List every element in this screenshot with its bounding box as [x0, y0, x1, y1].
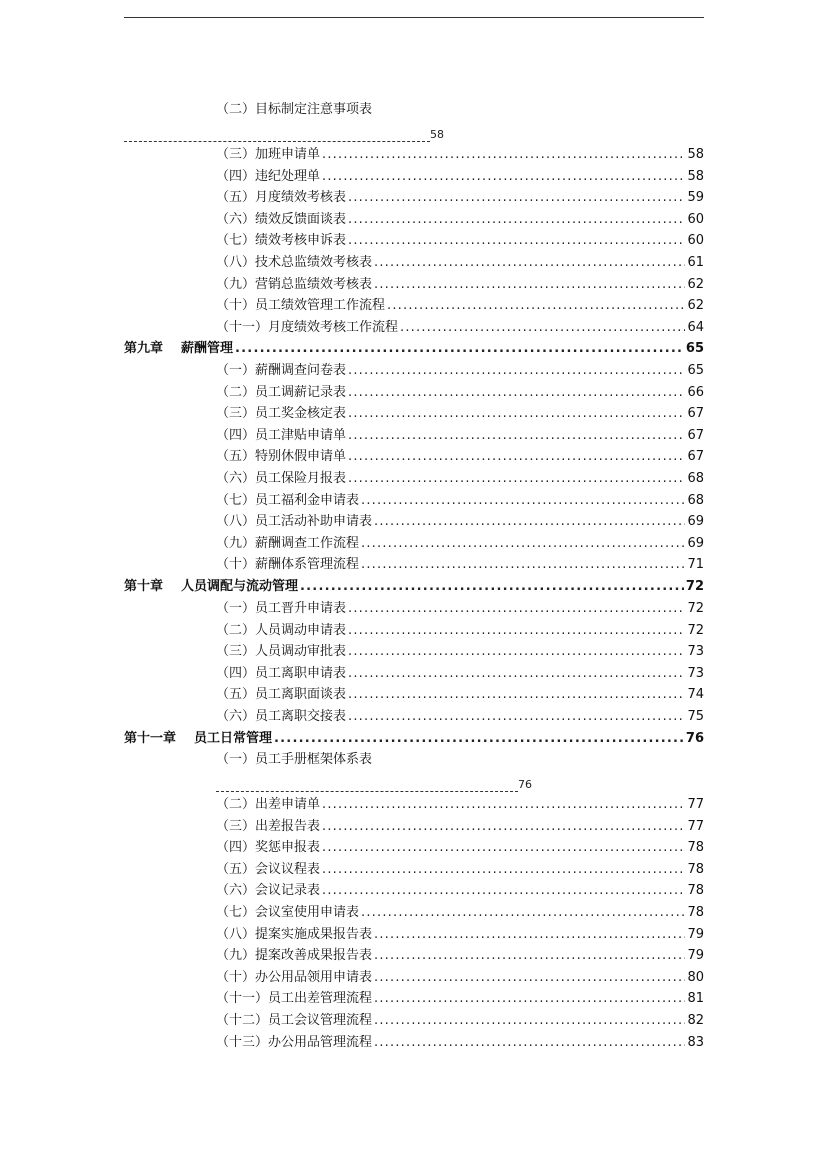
toc-entry-page: 78	[687, 905, 704, 920]
chapter-number: 第十章	[124, 579, 164, 594]
toc-entry[interactable]	[216, 317, 704, 339]
toc-dash-leader	[216, 778, 827, 792]
dot-leader	[322, 880, 685, 902]
toc-entry[interactable]	[216, 209, 704, 231]
toc-entry-label: （九）营销总监绩效考核表	[216, 276, 373, 292]
dot-leader	[374, 274, 685, 296]
toc-entry-label: （四）违纪处理单	[216, 168, 321, 184]
toc-entry-page: 77	[687, 818, 704, 834]
dashed-leader	[216, 782, 518, 792]
toc-entry-page: 61	[687, 255, 704, 270]
toc-entry[interactable]	[216, 902, 704, 924]
toc-entry-page: 83	[687, 1034, 704, 1050]
toc-entry[interactable]	[216, 360, 704, 382]
toc-entry[interactable]	[216, 166, 704, 188]
toc-entry[interactable]	[216, 684, 704, 706]
dot-leader	[374, 1010, 685, 1032]
toc-entry-label: （五）会议议程表	[216, 861, 321, 877]
toc-entry-label: （八）员工活动补助申请表	[216, 514, 373, 530]
dot-leader	[348, 187, 685, 209]
chapter-page: 72	[685, 579, 704, 594]
toc-entry[interactable]	[216, 446, 704, 468]
toc-entry-page: 69	[687, 535, 704, 551]
dot-leader	[361, 533, 685, 555]
toc-entry[interactable]	[216, 1010, 704, 1032]
toc-entry-page: 75	[687, 709, 704, 724]
toc-entry[interactable]	[216, 880, 704, 902]
toc-entry-page: 77	[687, 797, 704, 812]
chapter-11-entry[interactable]	[124, 728, 704, 750]
dot-leader	[348, 663, 685, 685]
toc-entry-page: 79	[687, 948, 704, 964]
toc-entry-label: （五）特别休假申请单	[216, 449, 347, 465]
toc-entry[interactable]	[216, 706, 704, 728]
toc-entry-label: （二）员工调薪记录表	[216, 384, 347, 400]
toc-entry-page: 72	[687, 601, 704, 616]
toc-entry[interactable]	[216, 859, 704, 881]
toc-entry-label: （三）出差报告表	[216, 818, 321, 834]
dot-leader	[348, 684, 685, 706]
toc-entry[interactable]	[216, 425, 704, 447]
dot-leader	[348, 425, 685, 447]
toc-entry-page: 62	[687, 298, 704, 314]
chapter-10-entry[interactable]	[124, 576, 704, 598]
toc-entry-label: （六）绩效反馈面谈表	[216, 211, 347, 227]
toc-entry-page: 67	[687, 449, 704, 465]
toc-entry-label: （二）人员调动申请表	[216, 622, 347, 638]
toc-entry-page: 58	[430, 128, 444, 141]
toc-entry[interactable]	[216, 663, 704, 685]
toc-entry-label: （七）员工福利金申请表	[216, 492, 360, 508]
toc-entry-label: （三）员工奖金核定表	[216, 406, 347, 422]
toc-entry-page: 59	[687, 190, 704, 206]
toc-entry-label[interactable]: （二）目标制定注意事项表	[216, 102, 373, 117]
toc-entry-label: （五）员工离职面谈表	[216, 687, 347, 703]
toc-entry[interactable]	[216, 794, 704, 816]
dashed-leader	[124, 132, 430, 142]
dot-leader	[374, 924, 685, 946]
toc-entry-label: （十）办公用品领用申请表	[216, 969, 373, 985]
toc-entry-label: （七）绩效考核申诉表	[216, 233, 347, 249]
dot-leader	[322, 144, 685, 166]
toc-entry-label: （四）员工津贴申请单	[216, 427, 347, 443]
toc-entry[interactable]	[216, 468, 704, 490]
toc-entry-label: （九）薪酬调查工作流程	[216, 535, 360, 551]
dot-leader	[348, 230, 685, 252]
toc-entry-page: 78	[687, 861, 704, 877]
toc-entry-label: （十）薪酬体系管理流程	[216, 557, 360, 573]
toc-entry-label: （八）技术总监绩效考核表	[216, 255, 373, 270]
toc-entry-page: 73	[687, 644, 704, 660]
toc-entry[interactable]	[216, 945, 704, 967]
toc-entry-label: （六）员工保险月报表	[216, 471, 347, 486]
dot-leader	[348, 598, 685, 620]
toc-entry[interactable]	[216, 988, 704, 1010]
dot-leader	[374, 252, 685, 274]
dot-leader	[361, 490, 685, 512]
toc-entry[interactable]	[216, 1032, 704, 1054]
toc-entry[interactable]	[216, 490, 704, 512]
chapter-number: 第九章	[124, 341, 164, 356]
chapter-number: 第十一章	[124, 731, 177, 746]
toc-entry-page: 67	[687, 427, 704, 443]
chapter-page: 65	[685, 341, 704, 356]
dot-leader	[348, 446, 685, 468]
dot-leader	[348, 403, 685, 425]
toc-entry-label: （六）员工离职交接表	[216, 709, 347, 724]
dot-leader	[348, 209, 685, 231]
chapter-title: 薪酬管理	[181, 341, 234, 356]
dot-leader	[348, 360, 685, 382]
toc-entry-page: 80	[687, 969, 704, 985]
toc-entry-page: 67	[687, 406, 704, 422]
dot-leader	[361, 902, 685, 924]
dot-leader	[374, 988, 685, 1010]
toc-entry-label: （五）月度绩效考核表	[216, 190, 347, 206]
toc-entry[interactable]	[216, 554, 704, 576]
dot-leader	[387, 295, 685, 317]
toc-entry[interactable]	[216, 533, 704, 555]
toc-entry[interactable]	[216, 620, 704, 642]
toc-entry-page: 79	[687, 926, 704, 942]
toc-entry-label: （六）会议记录表	[216, 883, 321, 899]
dot-leader	[322, 859, 685, 881]
toc-entry-page: 60	[687, 211, 704, 227]
toc-entry[interactable]	[216, 144, 704, 166]
toc-entry-label: （十二）员工会议管理流程	[216, 1013, 373, 1028]
toc-entry-label: （三）人员调动审批表	[216, 644, 347, 660]
dot-leader	[374, 945, 685, 967]
toc-entry-label: （十一）员工出差管理流程	[216, 991, 373, 1007]
toc-entry-page: 60	[687, 233, 704, 249]
toc-entry-page: 82	[687, 1013, 704, 1028]
toc-entry-page: 62	[687, 276, 704, 292]
toc-entry-label: （七）会议室使用申请表	[216, 905, 360, 920]
toc-entry-label: （十）员工绩效管理工作流程	[216, 298, 386, 314]
toc-entry-page: 76	[518, 778, 532, 791]
toc-entry-page: 73	[687, 665, 704, 681]
toc-entry-label: （四）员工离职申请表	[216, 665, 347, 681]
toc-entry[interactable]	[216, 187, 704, 209]
toc-entry[interactable]	[216, 230, 704, 252]
dot-leader	[348, 706, 685, 728]
toc-entry[interactable]	[216, 641, 704, 663]
toc-entry-label: （一）薪酬调查问卷表	[216, 363, 347, 378]
chapter-9-entry[interactable]	[124, 338, 704, 360]
dot-leader	[374, 967, 685, 989]
dot-leader	[361, 554, 685, 576]
toc-entry-page: 78	[687, 840, 704, 856]
toc-entry[interactable]	[216, 295, 704, 317]
toc-entry[interactable]	[216, 837, 704, 859]
toc-entry-page: 81	[687, 991, 704, 1007]
toc-entry-page: 69	[687, 514, 704, 530]
toc-dash-leader	[124, 128, 827, 142]
toc-entry-label: （十一）月度绩效考核工作流程	[216, 319, 399, 335]
dot-leader	[348, 468, 685, 490]
toc-entry-page: 58	[687, 168, 704, 184]
dot-leader	[348, 382, 685, 404]
dot-leader	[274, 728, 684, 750]
toc-entry[interactable]	[216, 511, 704, 533]
dot-leader	[374, 511, 685, 533]
toc-entry-label: （二）出差申请单	[216, 797, 321, 812]
toc-entry-label: （一）员工晋升申请表	[216, 601, 347, 616]
toc-entry-page: 64	[687, 319, 704, 335]
toc-entry[interactable]	[216, 816, 704, 838]
toc-entry-label: （十三）办公用品管理流程	[216, 1034, 373, 1050]
toc-entry[interactable]	[216, 924, 704, 946]
toc-entry-label: （九）提案改善成果报告表	[216, 948, 373, 964]
toc-entry[interactable]	[216, 252, 704, 274]
toc-entry-page: 66	[687, 384, 704, 400]
dot-leader	[374, 1032, 685, 1054]
toc-entry-label[interactable]: （一）员工手册框架体系表	[216, 752, 373, 767]
dot-leader	[235, 338, 684, 360]
toc-entry[interactable]	[216, 967, 704, 989]
toc-entry-page: 74	[687, 687, 704, 703]
toc-entry[interactable]	[216, 403, 704, 425]
toc-entry-page: 71	[687, 557, 704, 573]
toc-entry-label: （八）提案实施成果报告表	[216, 926, 373, 942]
chapter-page: 76	[685, 731, 704, 746]
toc-entry-page: 65	[687, 363, 704, 378]
toc-entry-label: （三）加班申请单	[216, 147, 321, 162]
dot-leader	[322, 166, 685, 188]
dot-leader	[400, 317, 685, 339]
toc-entry-page: 68	[687, 492, 704, 508]
chapter-title: 员工日常管理	[194, 731, 273, 746]
toc-entry-page: 68	[687, 471, 704, 486]
chapter-title: 人员调配与流动管理	[181, 579, 299, 594]
toc-entry[interactable]	[216, 274, 704, 296]
dot-leader	[322, 837, 685, 859]
dot-leader	[322, 794, 685, 816]
dot-leader	[300, 576, 684, 598]
toc-entry[interactable]	[216, 382, 704, 404]
toc-entry-page: 72	[687, 622, 704, 638]
toc-entry-page: 78	[687, 883, 704, 899]
toc-entry-page: 58	[687, 147, 704, 162]
dot-leader	[348, 620, 685, 642]
dot-leader	[348, 641, 685, 663]
toc-entry[interactable]	[216, 598, 704, 620]
toc-entry-label: （四）奖惩申报表	[216, 840, 321, 856]
dot-leader	[322, 816, 685, 838]
